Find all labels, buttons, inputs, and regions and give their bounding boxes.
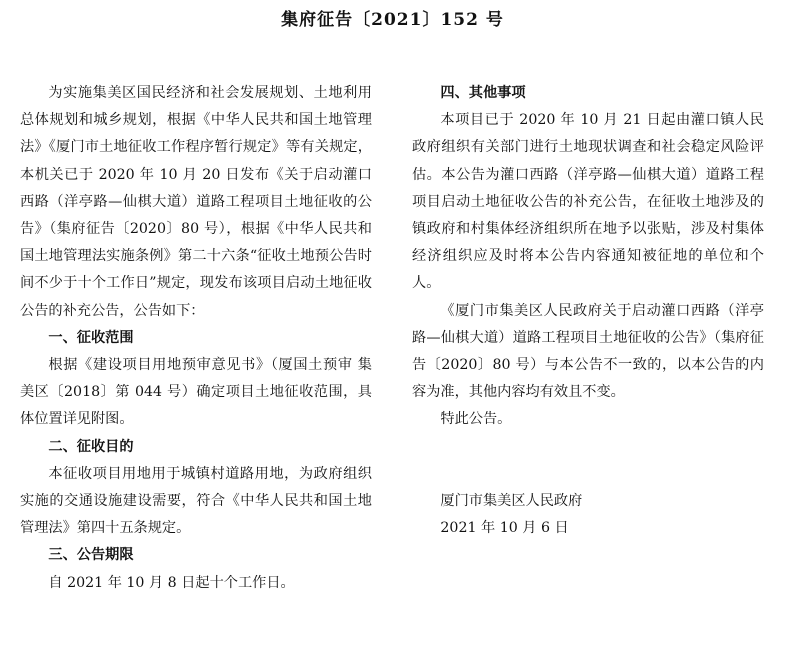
signature-spacer bbox=[412, 434, 764, 488]
section-heading-purpose: 二、征收目的 bbox=[48, 438, 134, 455]
section-body-scope: 根据《建设项目用地预审意见书》（厦国土预审 集美区〔2018〕第 044 号）确定项目土地征收范围，具体位置详见附图。 bbox=[20, 357, 372, 428]
signature-date: 2021 年 10 月 6 日 bbox=[440, 519, 569, 536]
section-body-period: 自 2021 年 10 月 8 日起十个工作日。 bbox=[48, 574, 295, 591]
section-body-purpose: 本征收项目用地用于城镇村道路用地，为政府组织实施的交通设施建设需要，符合《中华人民共和国土地管理法》第四十五条规定。 bbox=[20, 465, 372, 537]
right-column bbox=[412, 80, 764, 542]
other-paragraph-1: 本项目已于 2020 年 10 月 21 日起由灌口镇人民政府组织有关部门进行土地现状调查和社会稳定风险评估。本公告为灌口西路（洋亭路—仙棋大道）道路工程项目启动土地征收公告的补充公告，在征收土地涉及的镇政府和村集体经济组织所在地予以张贴，涉及村集体经济组织应及时将本公告内容通知被征地的单位和个人。 bbox=[412, 112, 764, 292]
signature: 厦门市集美区人民政府 bbox=[440, 492, 583, 509]
document-title: 集府征告〔2021〕152 号 bbox=[281, 10, 504, 30]
left-column bbox=[20, 80, 372, 597]
other-paragraph-2: 《厦门市集美区人民政府关于启动灌口西路（洋亭路—仙棋大道）道路工程项目土地征收的公告》（集府征告〔2020〕80 号）与本公告不一致的，以本公告的内容为准，其他内容均有效且不变。 bbox=[412, 302, 764, 401]
section-heading-period: 三、公告期限 bbox=[48, 547, 134, 564]
closing-paragraph: 特此公告。 bbox=[440, 411, 512, 428]
intro-paragraph: 为实施集美区国民经济和社会发展规划、土地利用总体规划和城乡规划，根据《中华人民共和国土地管理法》《厦门市土地征收工作程序暂行规定》等有关规定，本机关已于 2020 年 10 月 20 日发布《关于启动灌口西路（洋亭路—仙棋大道）道路工程项目土地征收的公告》（集府征告〔2020〕80 号），根据《中华人民共和国土地管理法实施条例》第二十六条“征收土地预公告时间不少于十个工作日”规定，现发布该项目启动土地征收公告的补充公告，公告如下： bbox=[20, 85, 372, 319]
section-heading-scope: 一、征收范围 bbox=[48, 329, 134, 346]
section-heading-other: 四、其他事项 bbox=[440, 85, 526, 101]
